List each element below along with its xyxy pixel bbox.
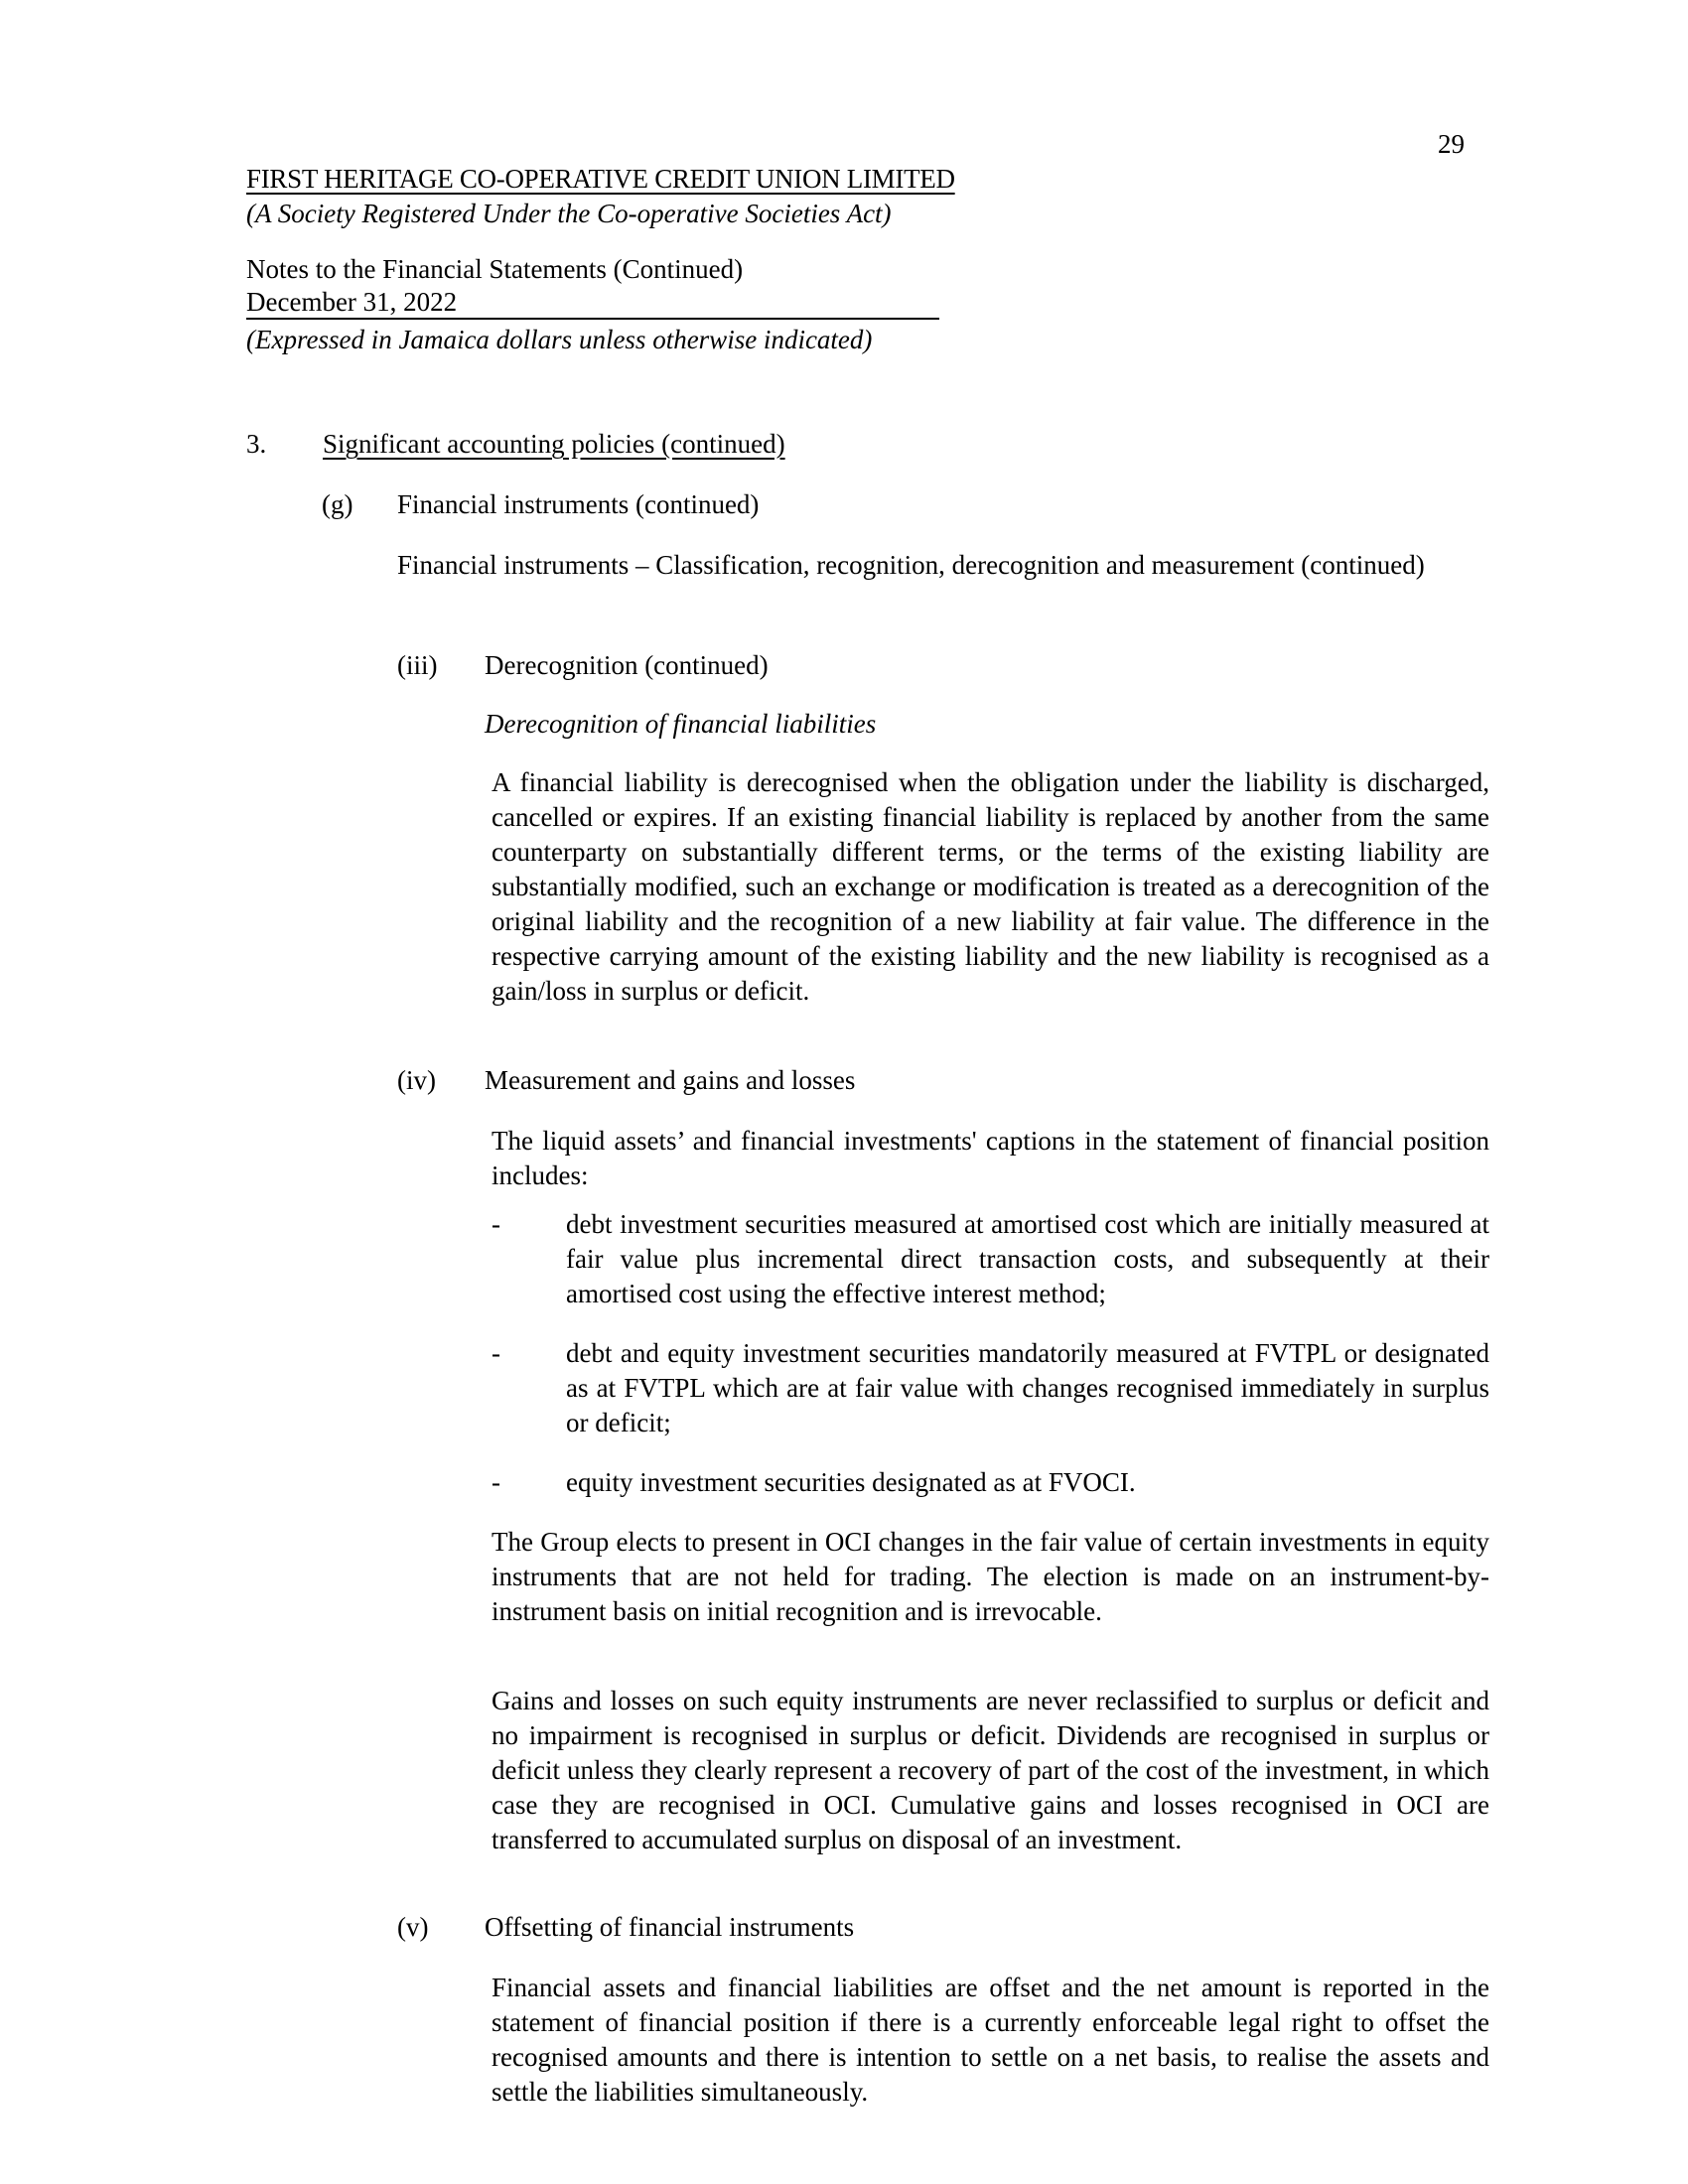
bullet-item: debt investment securities measured at amortised cost which are initially measured at fair value plus incremental direct transaction costs, and subsequently at their amortised cost using the effective interest method; (566, 1209, 1489, 1308)
item-iv-label: (iv) (397, 1065, 436, 1095)
item-iii-title: Derecognition (continued) (485, 650, 769, 680)
bullet-dash: - (492, 1209, 500, 1239)
bullet-item: debt and equity investment securities mandatorily measured at FVTPL or designated as at FVTPL which are at fair value with changes recognised immediately in surplus or deficit; (566, 1338, 1489, 1437)
subsection-title: Financial instruments (continued) (397, 489, 760, 519)
org-subtitle: (A Society Registered Under the Co-operative Societies Act) (246, 199, 892, 228)
item-v-label: (v) (397, 1912, 429, 1942)
notes-title: Notes to the Financial Statements (Continued) (246, 254, 744, 284)
item-v-paragraph: Financial assets and financial liabilities are offset and the net amount is reported in the statement of financial position if there is a currently enforceable legal right to offset the recognised amounts and there is intention to settle on a net basis, to realise the assets and settle the liabilities simultaneously. (492, 1973, 1489, 2107)
item-iv-title: Measurement and gains and losses (485, 1065, 856, 1095)
item-iii-paragraph: A financial liability is derecognised when the obligation under the liability is discharged, cancelled or expires. If an existing financial liability is replaced by another from the same counterparty on substantially different terms, or the terms of the existing liability are substantially modified, such an exchange or modification is treated as a derecognition of the original liability and the recognition of a new liability at fair value. The difference in the respective carrying amount of the existing liability and the new liability is recognised as a gain/loss in surplus or deficit. (492, 767, 1489, 1006)
item-iv-paragraph-3: Gains and losses on such equity instruments are never reclassified to surplus or deficit and no impairment is recognised in surplus or deficit. Dividends are recognised in surplus or deficit unless they clearly represent a recovery of part of the cost of the investment, in which case they are recognised in OCI. Cumulative gains and losses recognised in OCI are transferred to accumulated surplus on disposal of an investment. (492, 1686, 1489, 1854)
item-iv-paragraph-1: The liquid assets’ and financial investments' captions in the statement of financial position includes: (492, 1126, 1489, 1190)
subsection-intro: Financial instruments – Classification, recognition, derecognition and measurement (continued) (397, 550, 1425, 580)
section-number: 3. (246, 429, 267, 459)
section-title: Significant accounting policies (continued) (323, 429, 785, 459)
currency-note: (Expressed in Jamaica dollars unless otherwise indicated) (246, 325, 873, 354)
bullet-item: equity investment securities designated as at FVOCI. (566, 1467, 1136, 1497)
item-iii-italic-heading: Derecognition of financial liabilities (485, 709, 877, 739)
statement-date: December 31, 2022 (246, 287, 939, 320)
item-iii-label: (iii) (397, 650, 438, 680)
page-number: 29 (1438, 129, 1465, 159)
bullet-dash: - (492, 1467, 500, 1497)
bullet-dash: - (492, 1338, 500, 1368)
item-v-title: Offsetting of financial instruments (485, 1912, 855, 1942)
org-name: FIRST HERITAGE CO-OPERATIVE CREDIT UNION LIMITED (246, 164, 955, 194)
subsection-label: (g) (322, 489, 353, 519)
item-iv-paragraph-2: The Group elects to present in OCI changes in the fair value of certain investments in equity instruments that are not held for trading. The election is made on an instrument-by-instrument basis on initial recognition and is irrevocable. (492, 1527, 1489, 1626)
